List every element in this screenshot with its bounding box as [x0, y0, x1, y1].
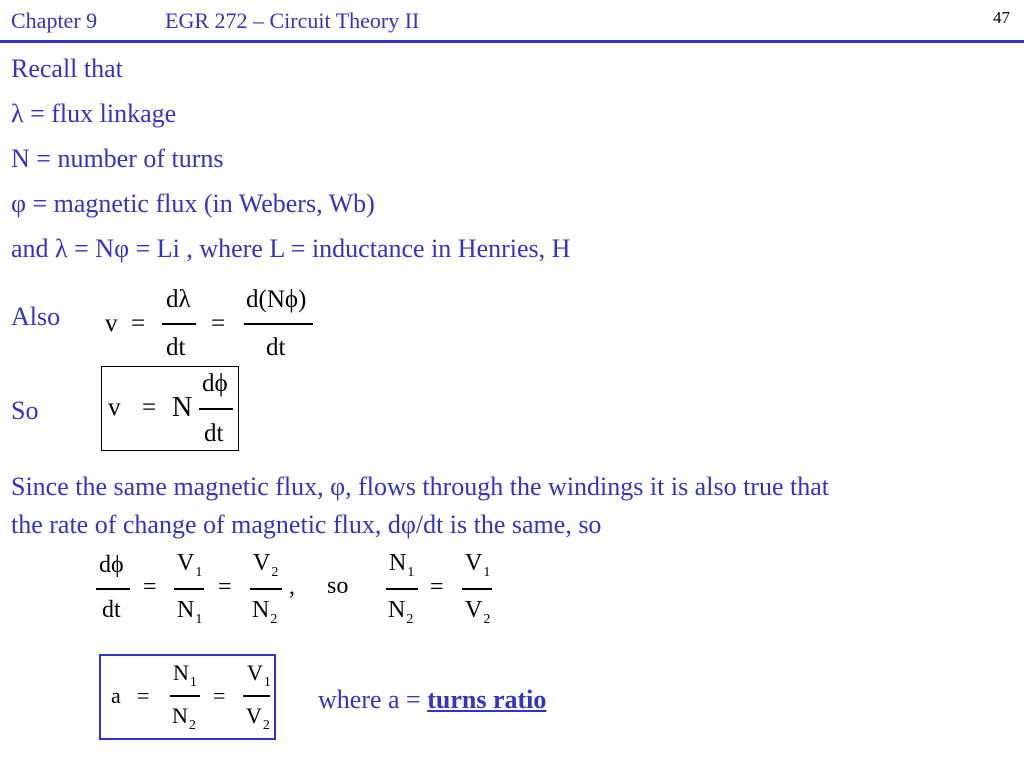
ratio-right-v2: $V_2$ — [465, 597, 491, 627]
chapter-label: Chapter 9 — [11, 8, 98, 33]
ratio-bar-2 — [250, 588, 282, 590]
ratio-equals-2: = — [218, 574, 232, 600]
ratio-equals-3: = — [430, 574, 444, 600]
course-title: EGR 272 – Circuit Theory II — [165, 8, 420, 33]
ratio-bar-1 — [174, 588, 204, 590]
also-equals-2: = — [211, 310, 226, 337]
also-den-1: dt — [166, 334, 186, 361]
also-fraction-bar-1 — [162, 323, 196, 325]
ratio-n1: $N_1$ — [177, 597, 203, 627]
a-symbol: a — [111, 683, 121, 708]
ratio-num-phi: dϕ — [99, 552, 124, 578]
since-line-2: the rate of change of magnetic flux, dφ/dt is the same, so — [11, 510, 602, 539]
also-v: v — [105, 310, 118, 337]
header-rule — [0, 40, 1024, 43]
ratio-bar-3 — [386, 588, 418, 590]
so-v: v — [108, 394, 121, 421]
ratio-comma: , — [289, 574, 295, 600]
so-num: dϕ — [202, 370, 228, 397]
ratio-right-n1: $N_1$ — [389, 550, 415, 580]
n-definition: N = number of turns — [11, 144, 224, 173]
lambda-definition: λ = flux linkage — [11, 99, 177, 128]
also-label: Also — [11, 302, 61, 331]
so-n: N — [172, 392, 193, 423]
a-bar-1 — [170, 695, 200, 697]
ratio-so: so — [327, 573, 349, 599]
where-line — [318, 685, 546, 715]
also-num-2: d(Nϕ) — [246, 286, 307, 313]
page-number: 47 — [993, 8, 1010, 27]
a-bar-2 — [243, 695, 270, 697]
ratio-n2: $N_2$ — [252, 597, 278, 627]
ratio-bar-phi — [96, 588, 130, 590]
ratio-equals-1: = — [143, 574, 157, 600]
a-equals-2: = — [213, 683, 226, 708]
also-den-2: dt — [266, 334, 286, 361]
where-prefix: where a = — [318, 685, 428, 714]
so-den: dt — [204, 420, 224, 447]
ratio-v2: $V_2$ — [253, 550, 279, 580]
ratio-right-v1: $V_1$ — [465, 550, 491, 580]
so-fraction-bar — [199, 408, 233, 410]
ratio-right-n2: $N_2$ — [388, 597, 414, 627]
a-n1: $N_1$ — [173, 660, 197, 690]
also-equals-1: = — [131, 310, 146, 337]
a-v2: $V_2$ — [246, 703, 270, 733]
turns-ratio-term: turns ratio — [427, 685, 547, 714]
a-v1: $V_1$ — [247, 660, 271, 690]
ratio-bar-4 — [462, 588, 492, 590]
also-fraction-bar-2 — [244, 323, 313, 325]
ratio-v1: $V_1$ — [177, 550, 203, 580]
phi-definition: φ = magnetic flux (in Webers, Wb) — [11, 189, 375, 218]
a-n2: $N_2$ — [172, 703, 196, 733]
inductance-line: and λ = Nφ = Li , where L = inductance in Henries, H — [11, 234, 571, 263]
a-equals-1: = — [137, 683, 150, 708]
also-num-1: dλ — [166, 286, 191, 313]
ratio-den-phi: dt — [102, 597, 121, 623]
since-line-1: Since the same magnetic flux, φ, flows through the windings it is also true that — [11, 472, 829, 501]
so-label: So — [11, 396, 39, 425]
so-equals: = — [142, 394, 157, 421]
recall-line: Recall that — [11, 54, 123, 83]
